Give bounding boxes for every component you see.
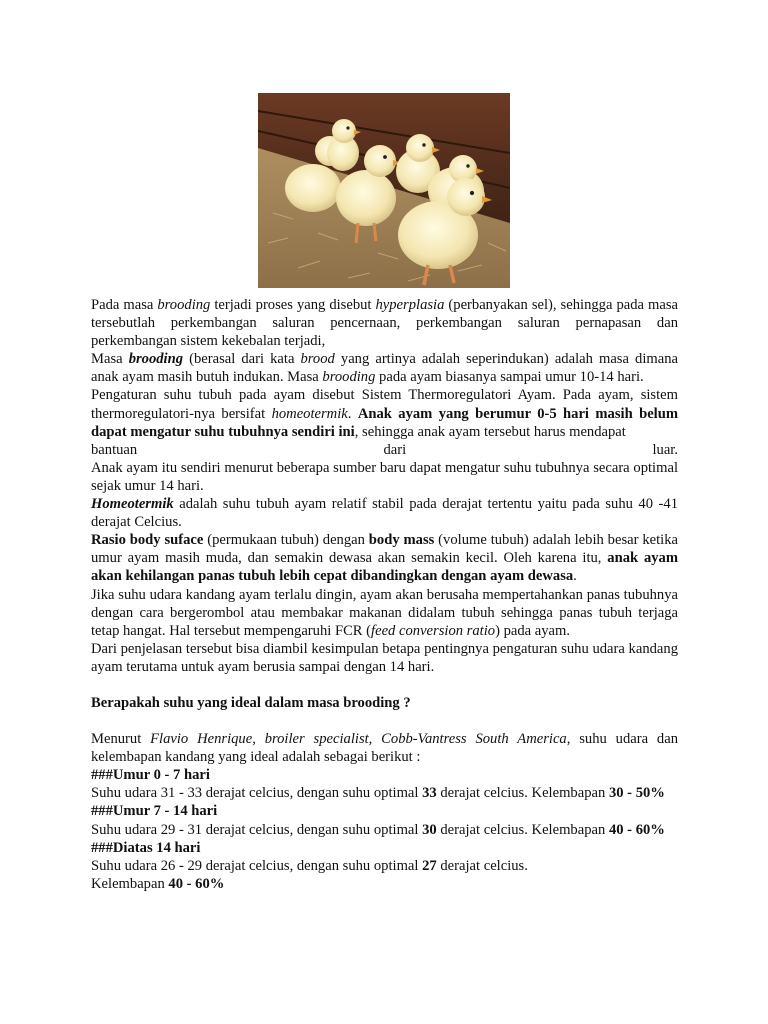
paragraph-thermoregulation-end: bantuan dari luar. [91, 441, 678, 458]
paragraph-body-surface-ratio: Rasio body suface (permukaan tubuh) dengan body mass (volume tubuh) adalah lebih besar ketika umur ayam masih muda, dan semakin dewasa akan semakin kecil. Oleh karena itu, anak ayam akan kehilangan panas tubuh lebih cepat dibandingkan dengan ayam dewasa. [91, 532, 679, 585]
paragraph-homeotermik: Homeotermik adalah suhu tubuh ayam relatif stabil pada derajat tertentu yaitu pada suhu 40 -41 derajat Celcius. [91, 496, 678, 531]
range-heading-0-7: ###Umur 0 - 7 hari [91, 767, 210, 784]
spacer [91, 712, 678, 730]
paragraph-brooding-definition: Masa brooding (berasal dari kata brood yang artinya adalah seperindukan) adalah masa dimana anak ayam masih butuh indukan. Masa brooding pada ayam biasanya sampai umur 10-14 hari. [91, 351, 678, 386]
range-humidity-over-14: Kelembapan 40 - 60% [91, 875, 225, 892]
paragraph-brooding-intro: Pada masa brooding terjadi proses yang disebut hyperplasia (perbanyakan sel), sehingga pada masa tersebutlah perkembangan saluran pencernaan, perkembangan saluran pernapasan dan perkembangan sistem kekebalan terjadi, [91, 297, 678, 350]
article-body [91, 296, 678, 893]
spacer [91, 676, 678, 694]
range-heading-7-14: ###Umur 7 - 14 hari [91, 803, 218, 820]
paragraph-source-intro: Menurut Flavio Henrique, broiler specialist, Cobb-Vantress South America, suhu udara dan kelembapan kandang yang ideal adalah sebagai berikut : [91, 731, 678, 766]
paragraph-thermoregulation: Pengaturan suhu tubuh pada ayam disebut Sistem Thermoregulatori Ayam. Pada ayam, sistem thermoregulatori-nya bersifat homeotermik. Anak ayam yang berumur 0-5 hari masih belum dapat mengatur suhu tubuhnya sendiri ini, sehingga anak ayam tersebut harus mendapat [91, 387, 679, 440]
range-detail-7-14: Suhu udara 29 - 31 derajat celcius, dengan suhu optimal 30 derajat celcius. Kelembapan 40 - 60% [91, 821, 665, 838]
range-detail-over-14: Suhu udara 26 - 29 derajat celcius, dengan suhu optimal 27 derajat celcius. [91, 857, 528, 874]
range-heading-over-14: ###Diatas 14 hari [91, 839, 201, 856]
section-question: Berapakah suhu yang ideal dalam masa brooding ? [91, 694, 411, 711]
chicks-illustration [258, 93, 510, 288]
paragraph-cold-housing: Jika suhu udara kandang ayam terlalu dingin, ayam akan berusaha mempertahankan panas tubuhnya dengan cara bergerombol atau membakar makanan didalam tubuh sehingga panas tubuh terjaga tetap hangat. Hal tersebut mempengaruhi FCR (feed conversion ratio) pada ayam. [91, 586, 678, 639]
paragraph-conclusion: Dari penjelasan tersebut bisa diambil kesimpulan betapa pentingnya pengaturan suhu udara kandang ayam terutama untuk ayam berusia sampai dengan 14 hari. [91, 640, 678, 675]
paragraph-optimal-age: Anak ayam itu sendiri menurut beberapa sumber baru dapat mengatur suhu tubuhnya secara optimal sejak umur 14 hari. [91, 459, 678, 494]
chicks-photo [258, 93, 510, 288]
range-detail-0-7: Suhu udara 31 - 33 derajat celcius, dengan suhu optimal 33 derajat celcius. Kelembapan 30 - 50% [91, 785, 665, 802]
